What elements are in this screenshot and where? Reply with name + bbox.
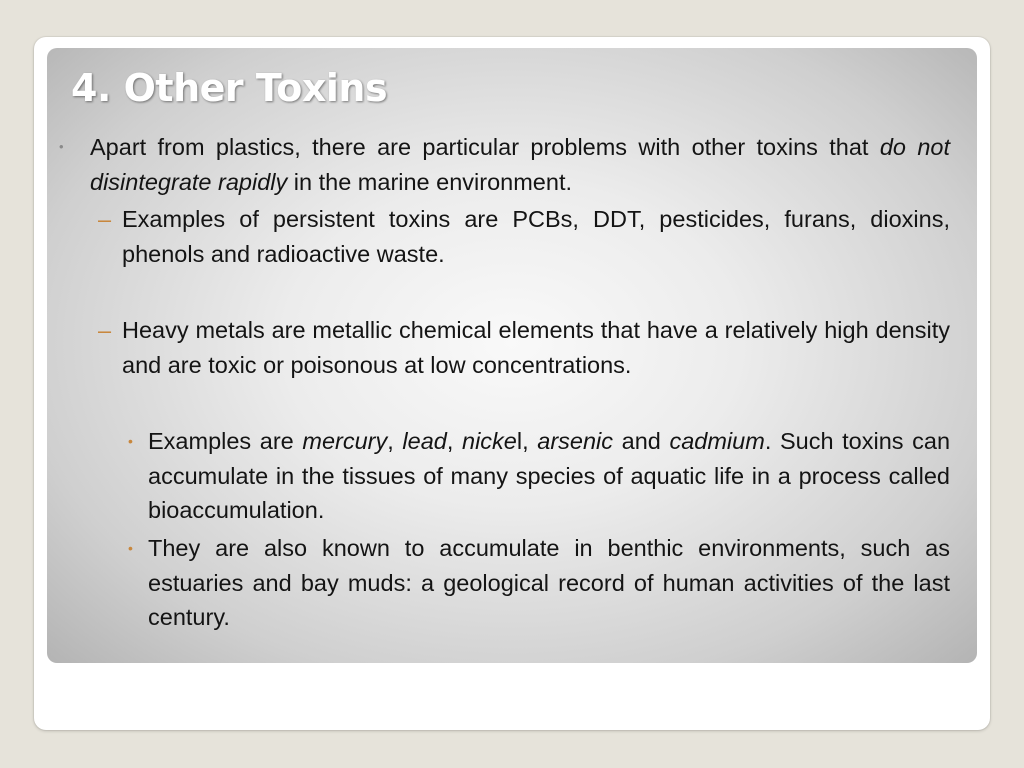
bullet-dash-icon: –: [98, 206, 112, 232]
bullet-text: Examples of persistent toxins are PCBs, DDT, pesticides, furans, dioxins, phenols and radioactive waste.: [122, 206, 950, 267]
bullet-level1-toxins: [59, 130, 950, 199]
bullet-level3-benthic: [128, 531, 950, 635]
bullet-dot-icon: •: [59, 139, 64, 154]
bullet-text: Apart from plastics, there are particular problems with other toxins that do not disintegrate rapidly in the marine environment.: [90, 134, 950, 195]
bullet-level3-metal-examples: [128, 424, 951, 528]
bullet-dot-icon: •: [128, 540, 133, 556]
bullet-text: Examples are mercury, lead, nickel, arsenic and cadmium. Such toxins can accumulate in the tissues of many species of aquatic life in a process called bioaccumulation.: [148, 428, 951, 523]
bullet-text: Heavy metals are metallic chemical elements that have a relatively high density and are toxic or poisonous at low concentrations.: [122, 317, 950, 378]
bullet-dot-icon: •: [128, 433, 133, 449]
bullet-dash-icon: –: [98, 317, 112, 343]
slide-title: 4. Other Toxins: [71, 66, 388, 110]
bullet-level2-heavy-metals: [98, 313, 950, 382]
bullet-text: They are also known to accumulate in benthic environments, such as estuaries and bay muds: a geological record of human activities of the last century.: [148, 535, 950, 630]
bullet-level2-persistent-toxins: [98, 202, 950, 271]
